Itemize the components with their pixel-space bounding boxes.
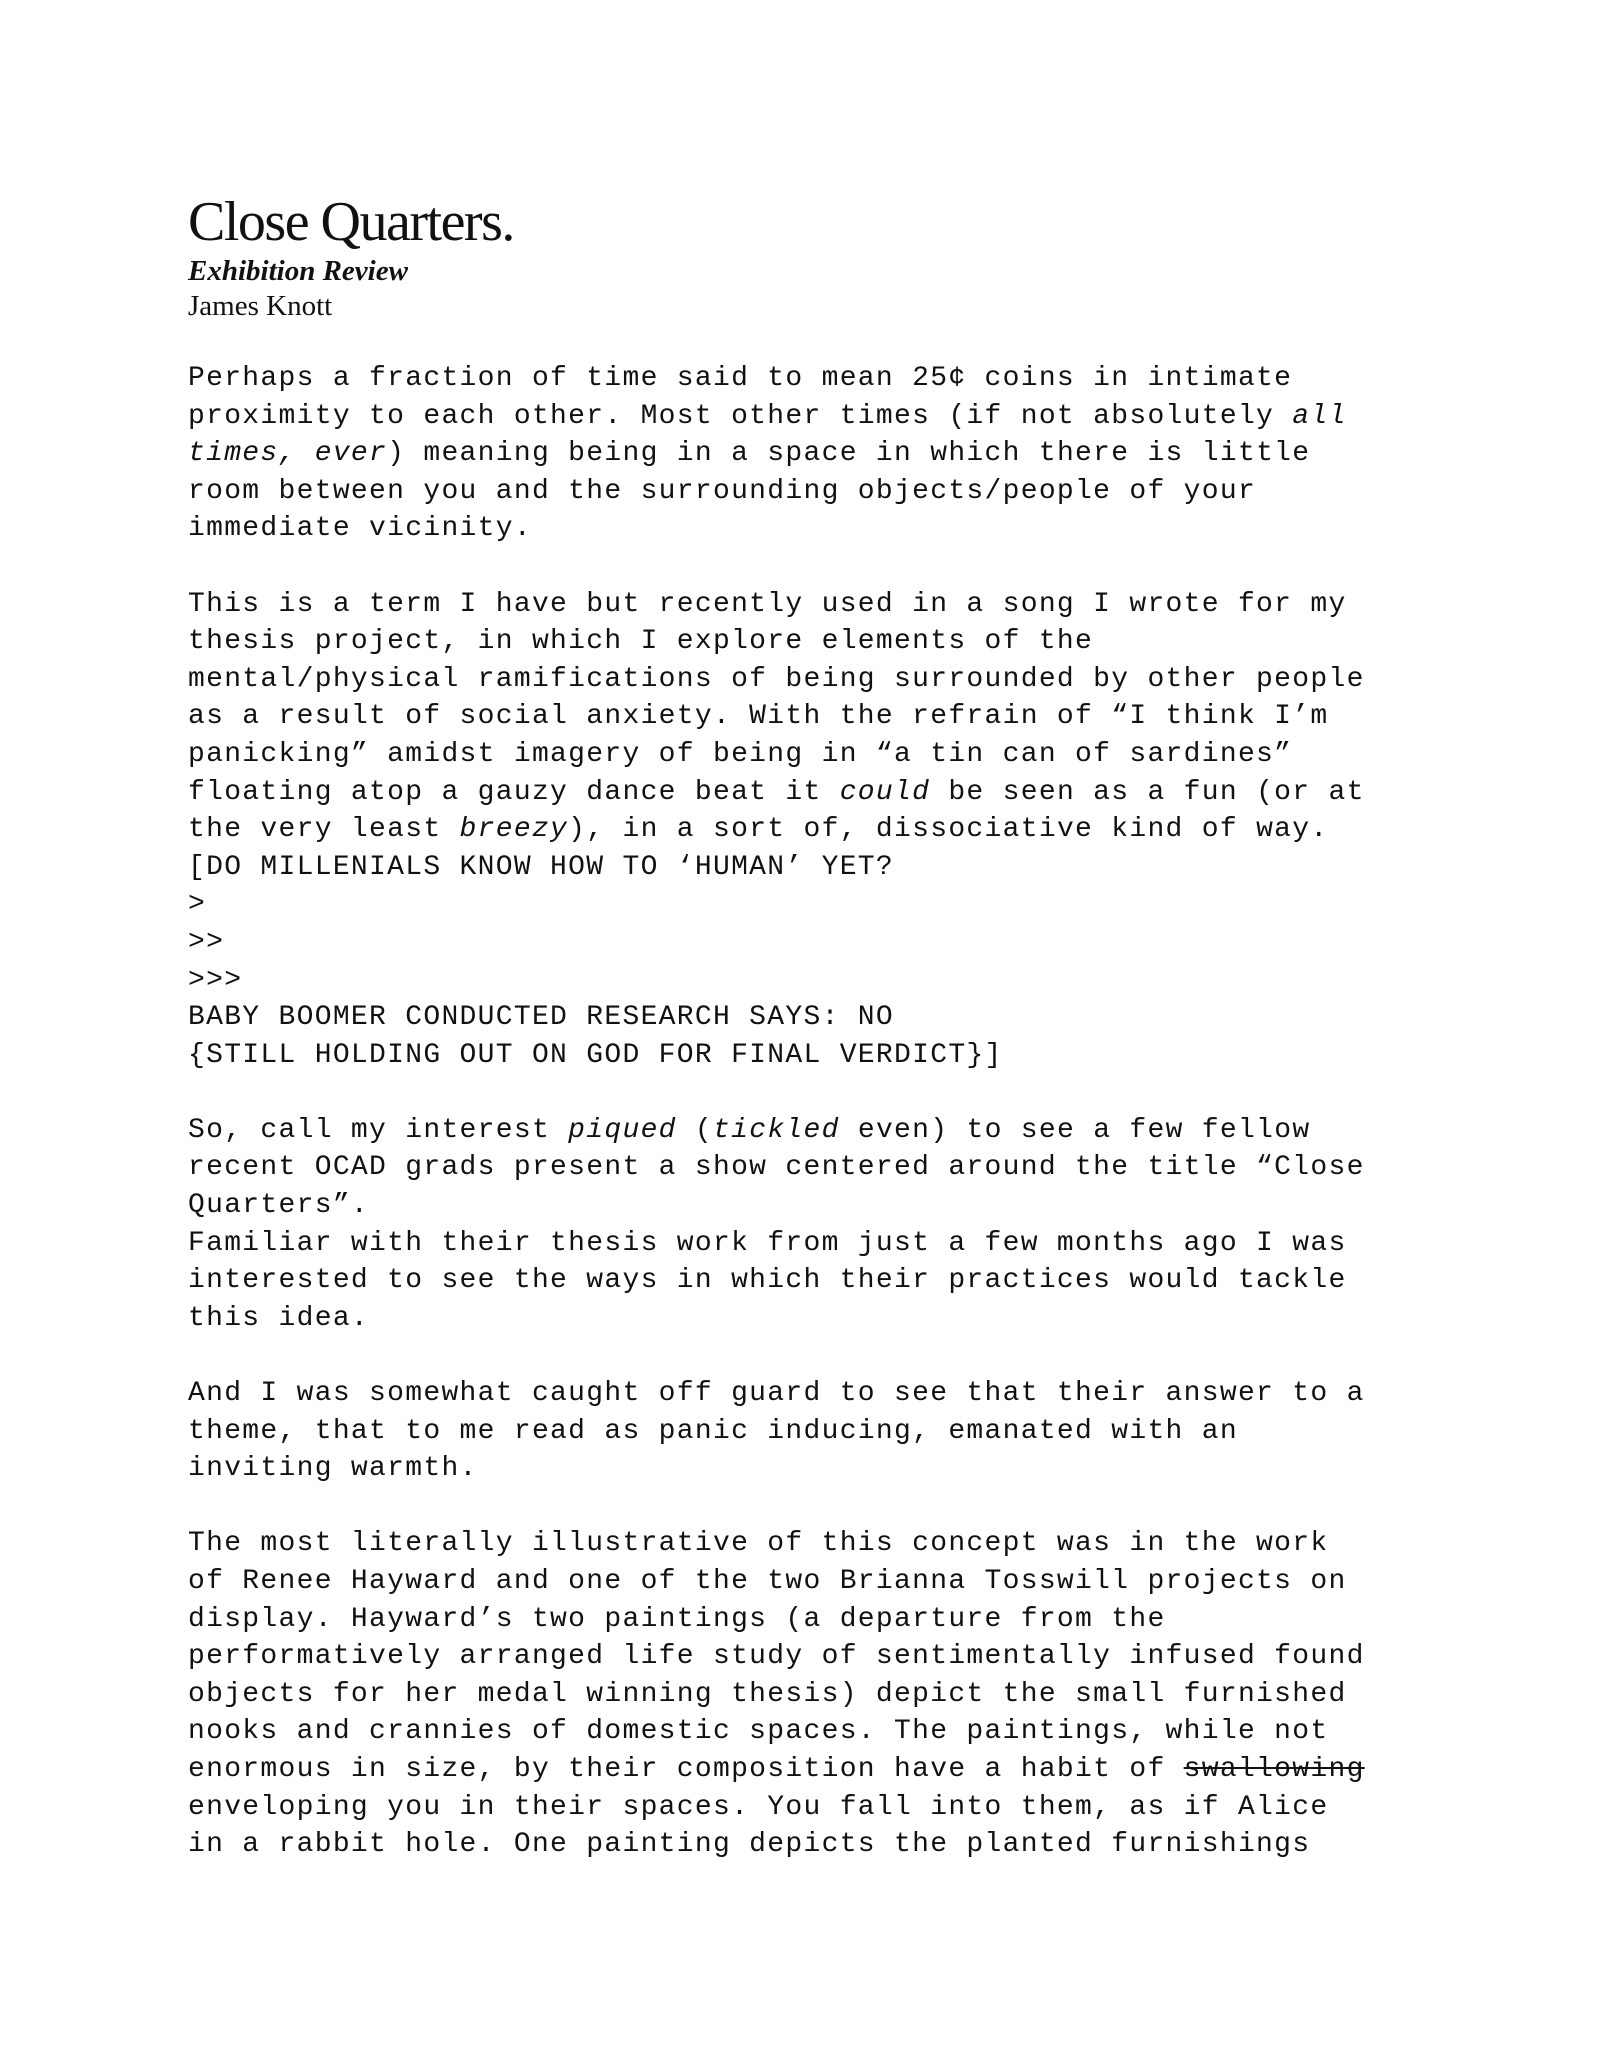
text-segment: nooks and crannies of domestic spaces. The paintings, while not	[188, 1716, 1329, 1748]
text-line	[188, 774, 1438, 812]
text-line	[188, 1638, 1438, 1676]
text-line	[188, 924, 1438, 962]
text-line	[188, 698, 1438, 736]
text-line	[188, 849, 1438, 887]
text-line	[188, 962, 1438, 1000]
article-subtitle: Exhibition Review	[188, 255, 408, 287]
paragraph-gap	[188, 1074, 1438, 1112]
text-line	[188, 1149, 1438, 1187]
text-segment: recent OCAD grads present a show centered around the title “Close	[188, 1152, 1365, 1184]
article-body	[188, 360, 1438, 1864]
text-segment: And I was somewhat caught off guard to see that their answer to a	[188, 1378, 1365, 1410]
text-segment: ), in a sort of, dissociative kind of way.	[568, 814, 1329, 846]
text-segment: the very least	[188, 814, 460, 846]
text-line	[188, 1676, 1438, 1714]
text-segment: as a result of social anxiety. With the refrain of “I think I’m	[188, 701, 1329, 733]
text-segment: immediate vicinity.	[188, 513, 532, 545]
struck-text: swallowing	[1183, 1753, 1365, 1785]
text-segment: of Renee Hayward and one of the two Brianna Tosswill projects on	[188, 1566, 1347, 1597]
text-line	[188, 1375, 1438, 1413]
text-line	[188, 886, 1438, 924]
italic-text: could	[839, 776, 931, 808]
text-segment: enveloping you in their spaces. You fall into them, as if Alice	[188, 1791, 1329, 1823]
text-segment: display. Hayward’s two paintings (a departure from the	[188, 1603, 1166, 1635]
text-segment: be seen as a fun (or at	[930, 776, 1365, 808]
paragraph	[188, 360, 1438, 548]
text-segment: floating atop a gauzy dance beat it	[188, 776, 840, 808]
text-segment: interested to see the ways in which their practices would tackle	[188, 1265, 1347, 1297]
text-segment: in a rabbit hole. One painting depicts the planted furnishings	[188, 1829, 1311, 1861]
text-line	[188, 1601, 1438, 1639]
text-line	[188, 1826, 1438, 1864]
text-line	[188, 1751, 1438, 1789]
text-line	[188, 1525, 1438, 1563]
text-segment: >	[188, 889, 207, 921]
text-line	[188, 1037, 1438, 1075]
text-segment: even) to see a few fellow	[839, 1114, 1311, 1146]
text-segment: room between you and the surrounding objects/people of your	[188, 475, 1257, 507]
text-line	[188, 1262, 1438, 1300]
italic-text: all	[1292, 400, 1347, 432]
text-segment: performatively arranged life study of sentimentally infused found	[188, 1641, 1365, 1673]
text-segment: BABY BOOMER CONDUCTED RESEARCH SAYS: NO	[188, 1002, 895, 1034]
text-line	[188, 1300, 1438, 1338]
text-line	[188, 1413, 1438, 1451]
text-line	[188, 473, 1438, 511]
text-segment: theme, that to me read as panic inducing, emanated with an	[188, 1415, 1238, 1447]
paragraph	[188, 1375, 1438, 1488]
text-line	[188, 1563, 1438, 1601]
text-line	[188, 435, 1438, 473]
text-line	[188, 1112, 1438, 1150]
text-line	[188, 999, 1438, 1037]
paragraph	[188, 1112, 1438, 1338]
paragraph-gap	[188, 548, 1438, 586]
text-segment: The most literally illustrative of this concept was in the work	[188, 1528, 1329, 1560]
text-line	[188, 736, 1438, 774]
text-segment: mental/physical ramifications of being surrounded by other people	[188, 663, 1365, 695]
article-title: Close Quarters.	[188, 191, 514, 253]
text-line	[188, 360, 1438, 398]
text-segment: inviting warmth.	[188, 1453, 478, 1485]
text-segment: >>>	[188, 964, 243, 996]
text-segment: [DO MILLENIALS KNOW HOW TO ‘HUMAN’ YET?	[188, 851, 895, 883]
text-line	[188, 623, 1438, 661]
text-segment: >>	[188, 926, 225, 958]
italic-text: tickled	[713, 1114, 840, 1146]
paragraph	[188, 1525, 1438, 1863]
text-line	[188, 1789, 1438, 1827]
text-segment: panicking” amidst imagery of being in “a tin can of sardines”	[188, 738, 1293, 770]
text-line	[188, 586, 1438, 624]
text-segment: ) meaning being in a space in which there is little	[387, 438, 1311, 470]
text-segment: enormous in size, by their composition have a habit of	[188, 1753, 1184, 1785]
text-segment: thesis project, in which I explore elements of the	[188, 626, 1094, 658]
paragraph-gap	[188, 1337, 1438, 1375]
text-line	[188, 661, 1438, 699]
text-segment: objects for her medal winning thesis) depict the small furnished	[188, 1678, 1347, 1710]
text-line	[188, 1187, 1438, 1225]
paragraph	[188, 586, 1438, 1075]
text-segment: Perhaps a fraction of time said to mean 25¢ coins in intimate	[188, 363, 1293, 394]
text-line	[188, 1450, 1438, 1488]
italic-text: piqued	[568, 1114, 677, 1146]
paragraph-gap	[188, 1488, 1438, 1526]
text-line	[188, 1225, 1438, 1263]
text-line	[188, 811, 1438, 849]
document-page	[188, 190, 1438, 1864]
text-segment: proximity to each other. Most other times (if not absolutely	[188, 400, 1293, 432]
italic-text: breezy	[459, 814, 569, 846]
text-segment: So, call my interest	[188, 1114, 569, 1146]
italic-text: times, ever	[188, 438, 388, 470]
text-segment: {STILL HOLDING OUT ON GOD FOR FINAL VERDICT}]	[188, 1039, 1003, 1071]
text-segment: (	[676, 1114, 714, 1146]
text-line	[188, 510, 1438, 548]
text-segment: This is a term I have but recently used in a song I wrote for my	[188, 588, 1347, 620]
text-segment: Familiar with their thesis work from just a few months ago I was	[188, 1227, 1347, 1259]
text-line	[188, 1713, 1438, 1751]
article-author: James Knott	[188, 290, 333, 322]
text-segment: this idea.	[188, 1302, 370, 1334]
text-line	[188, 398, 1438, 436]
text-segment: Quarters”.	[188, 1190, 370, 1222]
